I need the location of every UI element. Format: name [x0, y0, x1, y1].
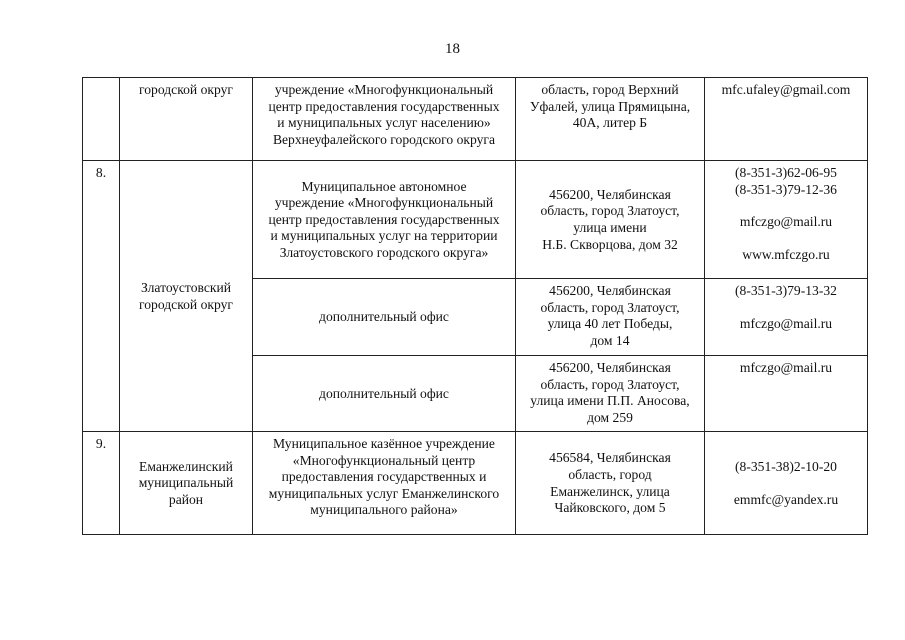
- table-row: [83, 78, 868, 161]
- institution-cell: дополнительный офис: [253, 279, 516, 356]
- row-number-cell: [83, 78, 120, 161]
- row-number-cell: 9.: [83, 432, 120, 535]
- district-cell: Златоустовский городской округ: [120, 161, 253, 432]
- row-number-cell: 8.: [83, 161, 120, 432]
- phone-number: (8-351-3)79-13-32: [735, 283, 837, 298]
- address-cell: 456584, Челябинская область, город Еманжелинск, улица Чайковского, дом 5: [516, 432, 705, 535]
- institution-cell: дополнительный офис: [253, 356, 516, 432]
- email-link[interactable]: mfczgo@mail.ru: [739, 214, 833, 230]
- contacts-cell: [705, 279, 868, 356]
- contacts-cell: [705, 161, 868, 279]
- table-row: [83, 432, 868, 535]
- email-link[interactable]: mfc.ufaley@gmail.com: [721, 82, 851, 97]
- district-cell: Еманжелинский муниципальный район: [120, 432, 253, 535]
- email-link[interactable]: emmfc@yandex.ru: [733, 491, 839, 507]
- mfc-table: [82, 77, 868, 535]
- contacts-cell: [705, 356, 868, 432]
- address-cell: 456200, Челябинская область, город Златоуст, улица 40 лет Победы, дом 14: [516, 279, 705, 356]
- institution-cell: Муниципальное казённое учреждение «Многофункциональный центр предоставления государственных и муниципальных услуг Еманжелинского муниципального района»: [253, 432, 516, 535]
- contacts-cell: [705, 78, 868, 161]
- institution-cell: Муниципальное автономное учреждение «Многофункциональный центр предоставления государственных и муниципальных услуг на территории Златоустовского городского округа»: [253, 161, 516, 279]
- phone-number: (8-351-3)62-06-95: [735, 165, 837, 180]
- address-cell: 456200, Челябинская область, город Златоуст, улица имени П.П. Аносова, дом 259: [516, 356, 705, 432]
- website-link[interactable]: www.mfczgo.ru: [742, 246, 830, 262]
- phone-number: (8-351-38)2-10-20: [735, 458, 837, 474]
- contacts-cell: [705, 432, 868, 535]
- page-number: 18: [445, 41, 460, 57]
- institution-cell: учреждение «Многофункциональный центр предоставления государственных и муниципальных услуг населению» Верхнеуфалейского городского округа: [253, 78, 516, 161]
- email-link[interactable]: mfczgo@mail.ru: [739, 360, 833, 375]
- address-cell: область, город Верхний Уфалей, улица Прямицына, 40А, литер Б: [516, 78, 705, 161]
- phone-number: (8-351-3)79-12-36: [735, 181, 837, 197]
- district-cell: городской округ: [120, 78, 253, 161]
- email-link[interactable]: mfczgo@mail.ru: [739, 315, 833, 331]
- table-row: [83, 161, 868, 279]
- address-cell: 456200, Челябинская область, город Златоуст, улица имени Н.Б. Скворцова, дом 32: [516, 161, 705, 279]
